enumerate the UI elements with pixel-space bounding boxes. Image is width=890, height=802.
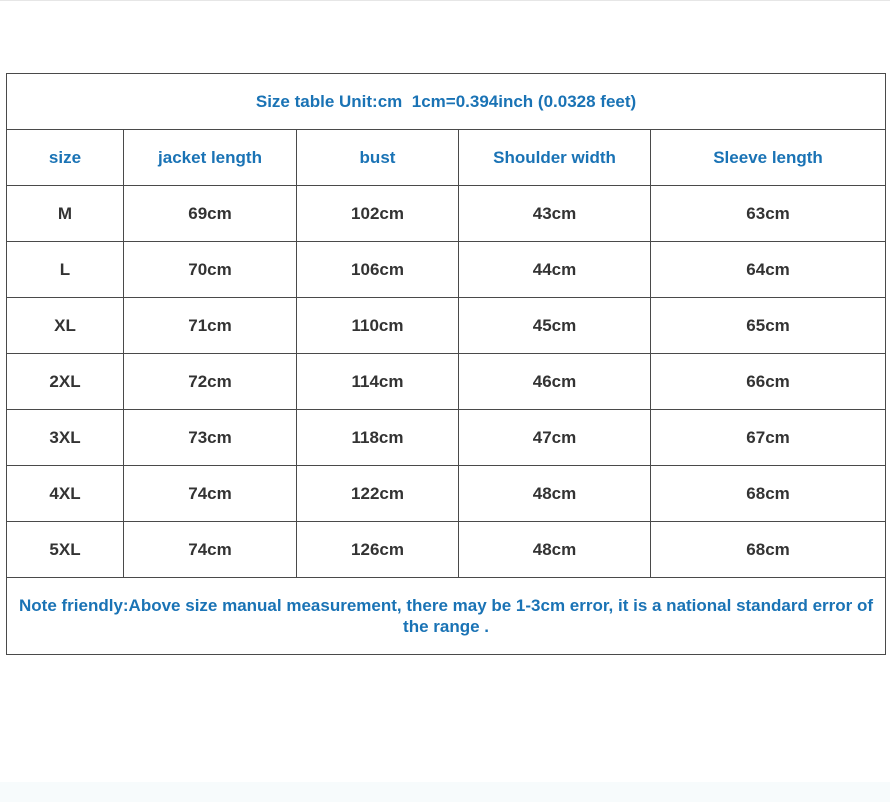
- cell-size: 5XL: [7, 522, 124, 578]
- cell-shoulder-width: 44cm: [459, 242, 651, 298]
- cell-jacket-length: 73cm: [124, 410, 297, 466]
- measurement-note: Note friendly:Above size manual measurement, there may be 1-3cm error, it is a national standard error of the range .: [7, 578, 886, 655]
- top-divider: [0, 0, 890, 1]
- cell-sleeve-length: 68cm: [651, 522, 886, 578]
- table-row: [7, 522, 886, 578]
- cell-bust: 114cm: [297, 354, 459, 410]
- cell-jacket-length: 71cm: [124, 298, 297, 354]
- cell-bust: 110cm: [297, 298, 459, 354]
- cell-jacket-length: 69cm: [124, 186, 297, 242]
- table-row: [7, 298, 886, 354]
- table-header-row: [7, 130, 886, 186]
- table-row: [7, 186, 886, 242]
- cell-shoulder-width: 46cm: [459, 354, 651, 410]
- cell-jacket-length: 70cm: [124, 242, 297, 298]
- header-shoulder-width: Shoulder width: [459, 130, 651, 186]
- cell-bust: 102cm: [297, 186, 459, 242]
- cell-bust: 118cm: [297, 410, 459, 466]
- cell-shoulder-width: 45cm: [459, 298, 651, 354]
- cell-size: XL: [7, 298, 124, 354]
- header-sleeve-length: Sleeve length: [651, 130, 886, 186]
- table-row: [7, 410, 886, 466]
- table-row: [7, 354, 886, 410]
- cell-jacket-length: 74cm: [124, 466, 297, 522]
- table-title-row: [7, 74, 886, 130]
- cell-size: L: [7, 242, 124, 298]
- table-row: [7, 466, 886, 522]
- cell-shoulder-width: 43cm: [459, 186, 651, 242]
- size-chart-table: [6, 73, 886, 655]
- cell-jacket-length: 72cm: [124, 354, 297, 410]
- cell-jacket-length: 74cm: [124, 522, 297, 578]
- cell-bust: 126cm: [297, 522, 459, 578]
- cell-bust: 122cm: [297, 466, 459, 522]
- cell-shoulder-width: 48cm: [459, 522, 651, 578]
- bottom-strip: [0, 782, 890, 802]
- cell-sleeve-length: 67cm: [651, 410, 886, 466]
- cell-size: 3XL: [7, 410, 124, 466]
- table-title: Size table Unit:cm 1cm=0.394inch (0.0328 feet): [7, 74, 886, 130]
- cell-sleeve-length: 64cm: [651, 242, 886, 298]
- cell-bust: 106cm: [297, 242, 459, 298]
- header-size: size: [7, 130, 124, 186]
- cell-sleeve-length: 66cm: [651, 354, 886, 410]
- header-bust: bust: [297, 130, 459, 186]
- cell-sleeve-length: 65cm: [651, 298, 886, 354]
- cell-shoulder-width: 48cm: [459, 466, 651, 522]
- cell-sleeve-length: 68cm: [651, 466, 886, 522]
- cell-size: 2XL: [7, 354, 124, 410]
- cell-size: M: [7, 186, 124, 242]
- header-jacket-length: jacket length: [124, 130, 297, 186]
- cell-sleeve-length: 63cm: [651, 186, 886, 242]
- table-row: [7, 242, 886, 298]
- table-note-row: [7, 578, 886, 655]
- cell-shoulder-width: 47cm: [459, 410, 651, 466]
- cell-size: 4XL: [7, 466, 124, 522]
